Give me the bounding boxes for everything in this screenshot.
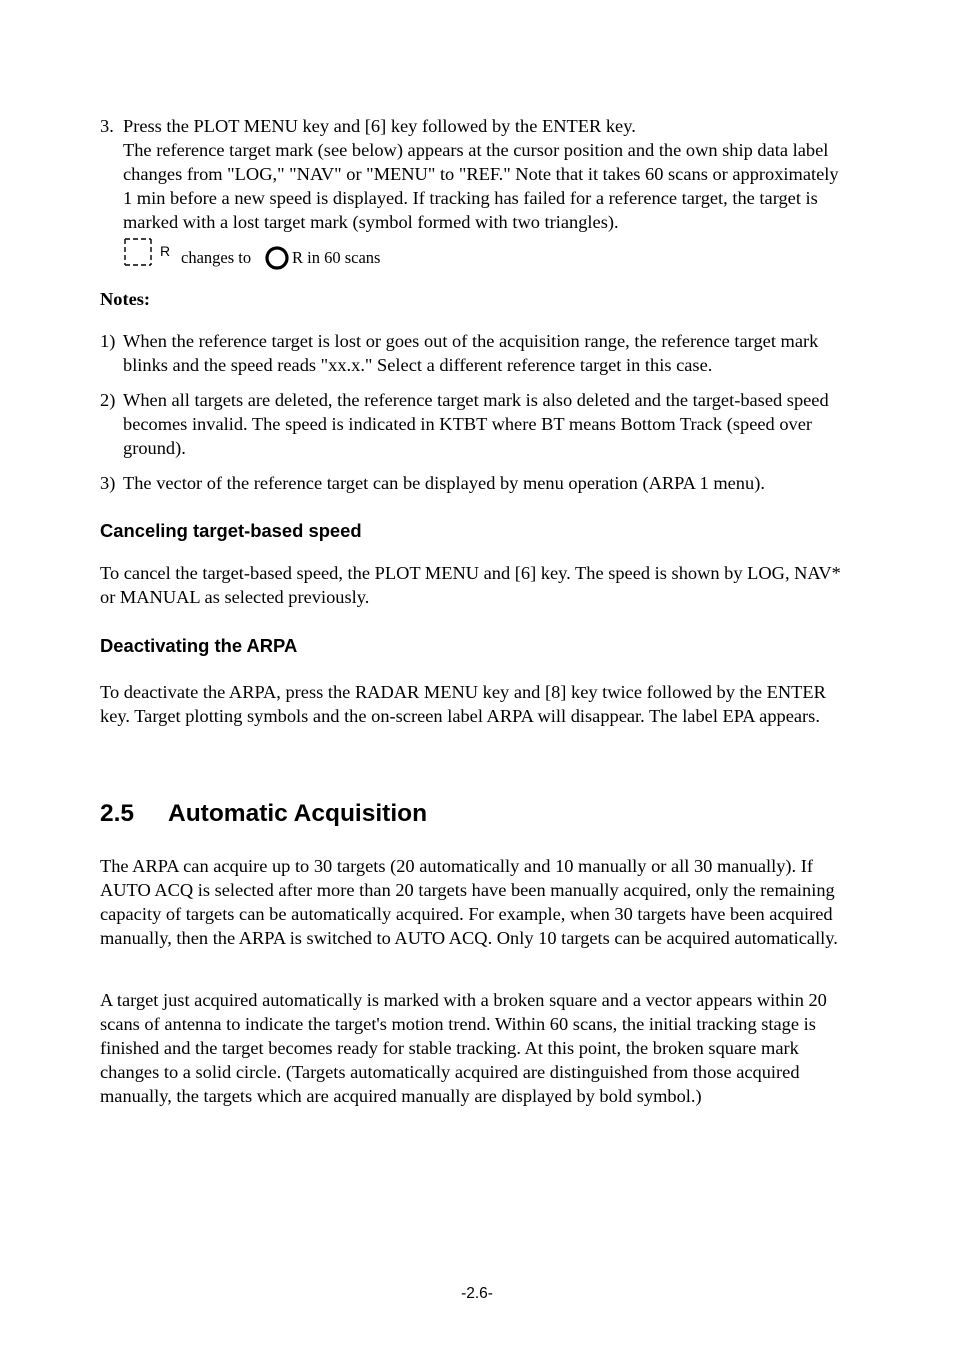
note-number: 1) (100, 331, 116, 351)
in-60-scans-text: R in 60 scans (292, 248, 381, 267)
step-3-text (123, 114, 860, 234)
note-number: 2) (100, 390, 116, 410)
note-item-3 (100, 471, 860, 495)
note-item-1 (100, 329, 860, 377)
reference-symbol-row (123, 237, 523, 271)
changes-to-text: changes to (181, 248, 252, 267)
section-number: 2.5 (100, 800, 135, 827)
section-paragraph-2: A target just acquired automatically is marked with a broken square and a vector appears within 20 scans of antenna to indicate the target's motion trend. Within 60 scans, the initial tracking stage is finished and the target becomes ready for stable tracking. At this point, the broken square mark changes to a solid circle. (Targets automatically acquired are distinguished from those acquired manually, the targets which are acquired manually are displayed by bold symbol.) (100, 990, 827, 1106)
page-number: -2.6- (461, 1285, 493, 1302)
note-number: 3) (100, 473, 116, 493)
step-3-body: The reference target mark (see below) appears at the cursor position and the own ship data label changes from "LOG," "NAV" or "MENU" to "REF." Note that it takes 60 scans or approximately 1 min before a new speed is displayed. If tracking has failed for a reference target, the target is marked with a lost target mark (symbol formed with two triangles). (123, 140, 839, 232)
step-3-instruction: Press the PLOT MENU key and [6] key followed by the ENTER key. (123, 116, 636, 136)
solid-circle-icon (264, 245, 290, 271)
broken-square-icon (123, 237, 155, 267)
deactivating-text: To deactivate the ARPA, press the RADAR MENU key and [8] key twice followed by the ENTER key. Target plotting symbols and the on-screen label ARPA will disappear. The label EPA appears. (100, 682, 826, 726)
note-item-2 (100, 388, 860, 460)
step-3 (100, 114, 860, 234)
deactivating-heading: Deactivating the ARPA (100, 635, 298, 656)
notes-heading: Notes: (100, 289, 151, 309)
note-text: The vector of the reference target can be displayed by menu operation (ARPA 1 menu). (123, 473, 765, 493)
reference-label-r: R (160, 243, 171, 259)
section-title: Automatic Acquisition (168, 800, 428, 827)
canceling-heading: Canceling target-based speed (100, 520, 362, 541)
note-text: When the reference target is lost or goes out of the acquisition range, the reference target mark blinks and the speed reads "xx.x." Select a different reference target in this case. (123, 331, 819, 375)
canceling-text: To cancel the target-based speed, the PLOT MENU and [6] key. The speed is shown by LOG, NAV* or MANUAL as selected previously. (100, 563, 841, 607)
section-paragraph-1: The ARPA can acquire up to 30 targets (20 automatically and 10 manually or all 30 manually). If AUTO ACQ is selected after more than 20 targets have been manually acquired, only the remaining capacity of targets can be automatically acquired. For example, when 30 targets have been acquired manually, then the ARPA is switched to AUTO ACQ. Only 10 targets can be acquired automatically. (100, 856, 838, 948)
step-number: 3. (100, 116, 114, 136)
note-text: When all targets are deleted, the reference target mark is also deleted and the target-based speed becomes invalid. The speed is indicated in KTBT where BT means Bottom Track (speed over ground). (123, 390, 829, 458)
